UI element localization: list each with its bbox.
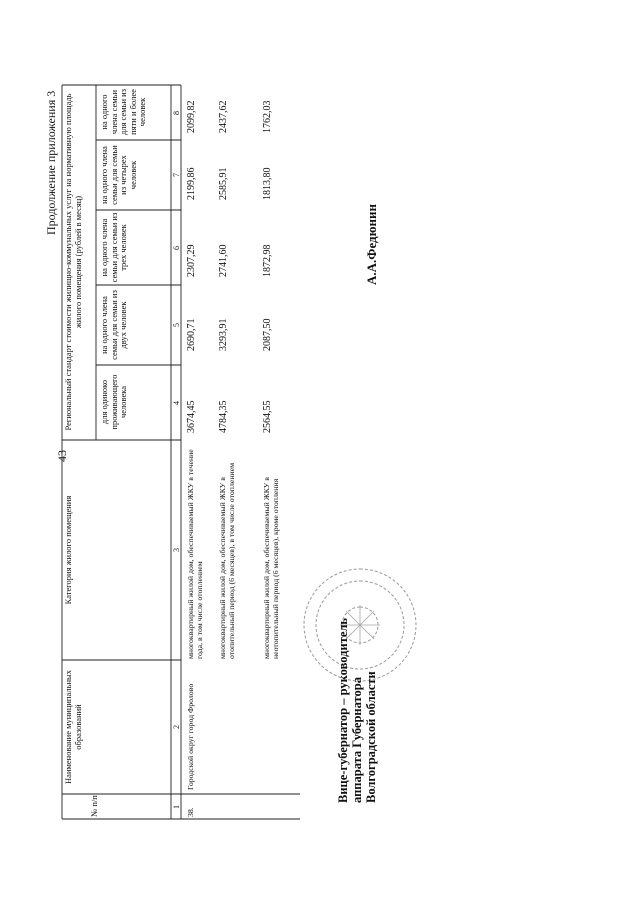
row-3-value-2: 2087,50: [262, 318, 273, 351]
col-number-6: 6: [172, 246, 181, 250]
col-number-8: 8: [172, 111, 181, 115]
row-2-value-1: 4784,35: [218, 400, 229, 433]
row-3-category: многоквартирный жилой дом, обеспечиваемый ЖКУ в неотопительный период (6 месяцев), кроме отопления: [262, 477, 280, 659]
header-sub-single: для одиноко проживающего человека: [99, 374, 128, 430]
row-1-value-1: 3674,45: [186, 400, 197, 433]
header-col-municipality: Наименование муниципальных образований: [63, 670, 83, 784]
row-2-category: многоквартирный жилой дом, обеспечиваемый ЖКУ в отопительный период (6 месяцев), в том числе отоплением: [218, 462, 236, 659]
col-number-1: 1: [172, 805, 181, 809]
row-3-value-1: 2564,55: [262, 400, 273, 433]
row-1-category: многоквартирный жилой дом, обеспечиваемый ЖКУ в течение года, в том числе отоплением: [186, 449, 204, 659]
row-3-value-3: 1872,98: [262, 244, 273, 277]
row-2-value-2: 3293,91: [218, 318, 229, 351]
row-1-value-4: 2199,86: [186, 167, 197, 200]
page-number: 43: [55, 450, 69, 462]
header-sub-family-2: на одного члена семьи для семьи из двух человек: [99, 290, 128, 360]
col-number-3: 3: [172, 548, 181, 552]
header-col-category: Категория жилого помещения: [63, 495, 73, 605]
row-1-value-2: 2690,71: [186, 318, 197, 351]
municipality-name: Городской округ город Фролово: [186, 683, 195, 790]
signatory-title: Вице-губернатор – руководитель аппарата Губернатора Волгоградской области: [336, 617, 378, 803]
row-2-value-4: 2585,91: [218, 167, 229, 200]
row-1-value-3: 2307,29: [186, 244, 197, 277]
header-sub-family-5: на одного члена семьи для семьи из пяти и более человек: [99, 88, 147, 136]
col-number-2: 2: [172, 725, 181, 729]
rotated-document: [0, 15, 640, 885]
col-number-5: 5: [172, 323, 181, 327]
row-2-value-5: 2437,62: [218, 100, 229, 133]
header-col-number: № п/п: [89, 795, 99, 817]
row-3-value-4: 1813,80: [262, 167, 273, 200]
row-1-value-5: 2099,82: [186, 100, 197, 133]
row-index: 38.: [186, 807, 195, 817]
row-3-value-5: 1762,03: [262, 100, 273, 133]
header-group-standard: Региональный стандарт стоимости жилищно-коммунальных услуг на нормативную площадь жилого помещения (рублей в месяц): [63, 93, 83, 431]
col-number-7: 7: [172, 173, 181, 177]
appendix-title: Продолжение приложения 3: [44, 90, 58, 235]
header-sub-family-4: на одного члена семьи для семьи из четырех человек: [99, 145, 138, 205]
col-number-4: 4: [172, 401, 181, 405]
row-2-value-3: 2741,60: [218, 244, 229, 277]
signatory-name: А.А.Федюнин: [364, 203, 379, 285]
table-grid: [0, 15, 640, 885]
header-sub-family-3: на одного члена семьи для семьи из трех человек: [99, 212, 128, 283]
